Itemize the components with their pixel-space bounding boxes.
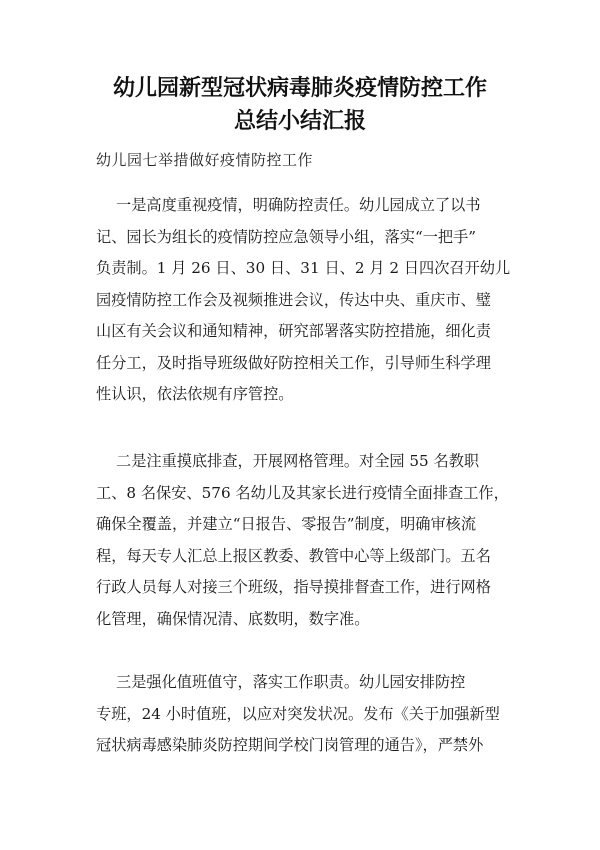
document-title-line-2: 总结小结汇报 [233,109,366,134]
document-title-line-1: 幼儿园新型冠状病毒肺炎疫情防控工作 [112,76,487,101]
paragraph-line: 行政人员每人对接三个班级，指导摸排督查工作，进行网格 [96,578,491,596]
paragraph-line: 记、园长为组长的疫情防控应急领导小组，落实“一把手” [96,227,477,246]
paragraph-2 [96,446,526,635]
paragraph-line: 性认识，依法依规有序管控。 [96,385,294,403]
paragraph-line: 冠状病毒感染肺炎防控期间学校门岗管理的通告》，严禁外 [96,736,484,754]
document-subtitle: 幼儿园七举措做好疫情防控工作 [96,151,314,169]
paragraph-line: 程，每天专人汇总上报区教委、教管中心等上级部门。五名 [96,546,491,565]
paragraph-line: 三是强化值班值守，落实工作职责。幼儿园安排防控 [116,673,466,691]
paragraph-line: 负责制。1 月 26 日、30 日、31 日、2 月 2 日四次召开幼儿 [96,259,511,277]
paragraph-line: 工、8 名保安、576 名幼儿及其家长进行疫情全面排查工作， [96,483,509,502]
paragraph-line: 确保全覆盖，并建立“日报告、零报告”制度，明确审核流 [96,515,477,533]
paragraph-line: 化管理，确保情况清、底数明，数字准。 [96,609,370,628]
paragraph-line: 园疫情防控工作会及视频推进会议，传达中央、重庆市、璧 [96,290,491,309]
paragraph-1 [96,190,526,411]
paragraph-line: 任分工，及时指导班级做好防控相关工作，引导师生科学理 [96,353,491,372]
paragraph-3 [96,667,526,762]
paragraph-line: 专班，24 小时值班，以应对突发状况。发布《关于加强新型 [96,704,500,723]
paragraph-line: 二是注重摸底排查，开展网格管理。对全园 55 名教职 [116,452,480,470]
paragraph-line: 山区有关会议和通知精神，研究部署落实防控措施，细化责 [96,322,491,340]
paragraph-line: 一是高度重视疫情，明确防控责任。幼儿园成立了以书 [116,196,481,214]
